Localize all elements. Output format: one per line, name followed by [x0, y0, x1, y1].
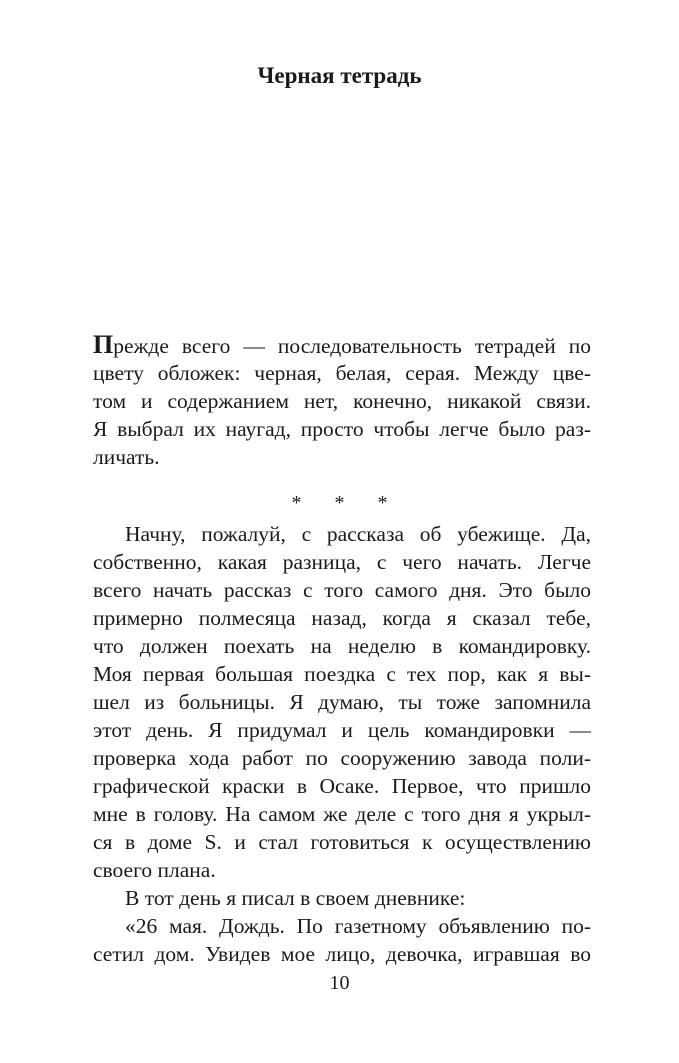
intro-line-1-text: режде всего — последовательность тетрадей по: [113, 334, 591, 358]
body-line-15: «26 мая. Дождь. По газетному объявлению по-: [125, 914, 591, 938]
intro-line-4: Я выбрал их наугад, просто чтобы легче было раз-: [93, 417, 591, 441]
body-line-16: сетил дом. Увидев мое лицо, девочка, игравшая во: [93, 942, 591, 966]
body-line-2: собственно, какая разница, с чего начать. Легче: [93, 550, 591, 574]
body-line-12: ся в доме S. и стал готовиться к осуществлению: [93, 830, 591, 854]
body-line-5: что должен поехать на неделю в командировку.: [93, 634, 591, 658]
page-title: Черная тетрадь: [257, 63, 422, 88]
body-line-7: шел из больницы. Я думаю, ты тоже запомнила: [93, 690, 591, 714]
body-line-3: всего начать рассказ с того самого дня. Это было: [93, 578, 591, 602]
body-line-4: примерно полмесяца назад, когда я сказал тебе,: [93, 606, 591, 630]
body-line-1: Начну, пожалуй, с рассказа об убежище. Да,: [125, 522, 591, 546]
body-line-6: Моя первая большая поездка с тех пор, как я вы-: [93, 662, 591, 686]
intro-line-5: личать.: [93, 445, 160, 469]
intro-line-3: том и содержанием нет, конечно, никакой связи.: [93, 389, 591, 413]
body-line-11: мне в голову. На самом же деле с того дня я укрыл-: [93, 802, 591, 826]
intro-line-1: [93, 331, 591, 360]
section-separator: * * *: [291, 492, 402, 514]
body-line-9: проверка хода работ по сооружению завода поли-: [93, 746, 591, 770]
body-line-8: этот день. Я придумал и цель командировки —: [93, 718, 591, 742]
intro-line-2: цвету обложек: черная, белая, серая. Между цве-: [93, 361, 591, 385]
body-line-13: своего плана.: [93, 858, 216, 882]
page-number: 10: [329, 972, 350, 994]
drop-cap: П: [93, 330, 114, 359]
body-line-10: графической краски в Осаке. Первое, что пришло: [93, 774, 591, 798]
body-line-14: В тот день я писал в своем дневнике:: [125, 886, 466, 910]
